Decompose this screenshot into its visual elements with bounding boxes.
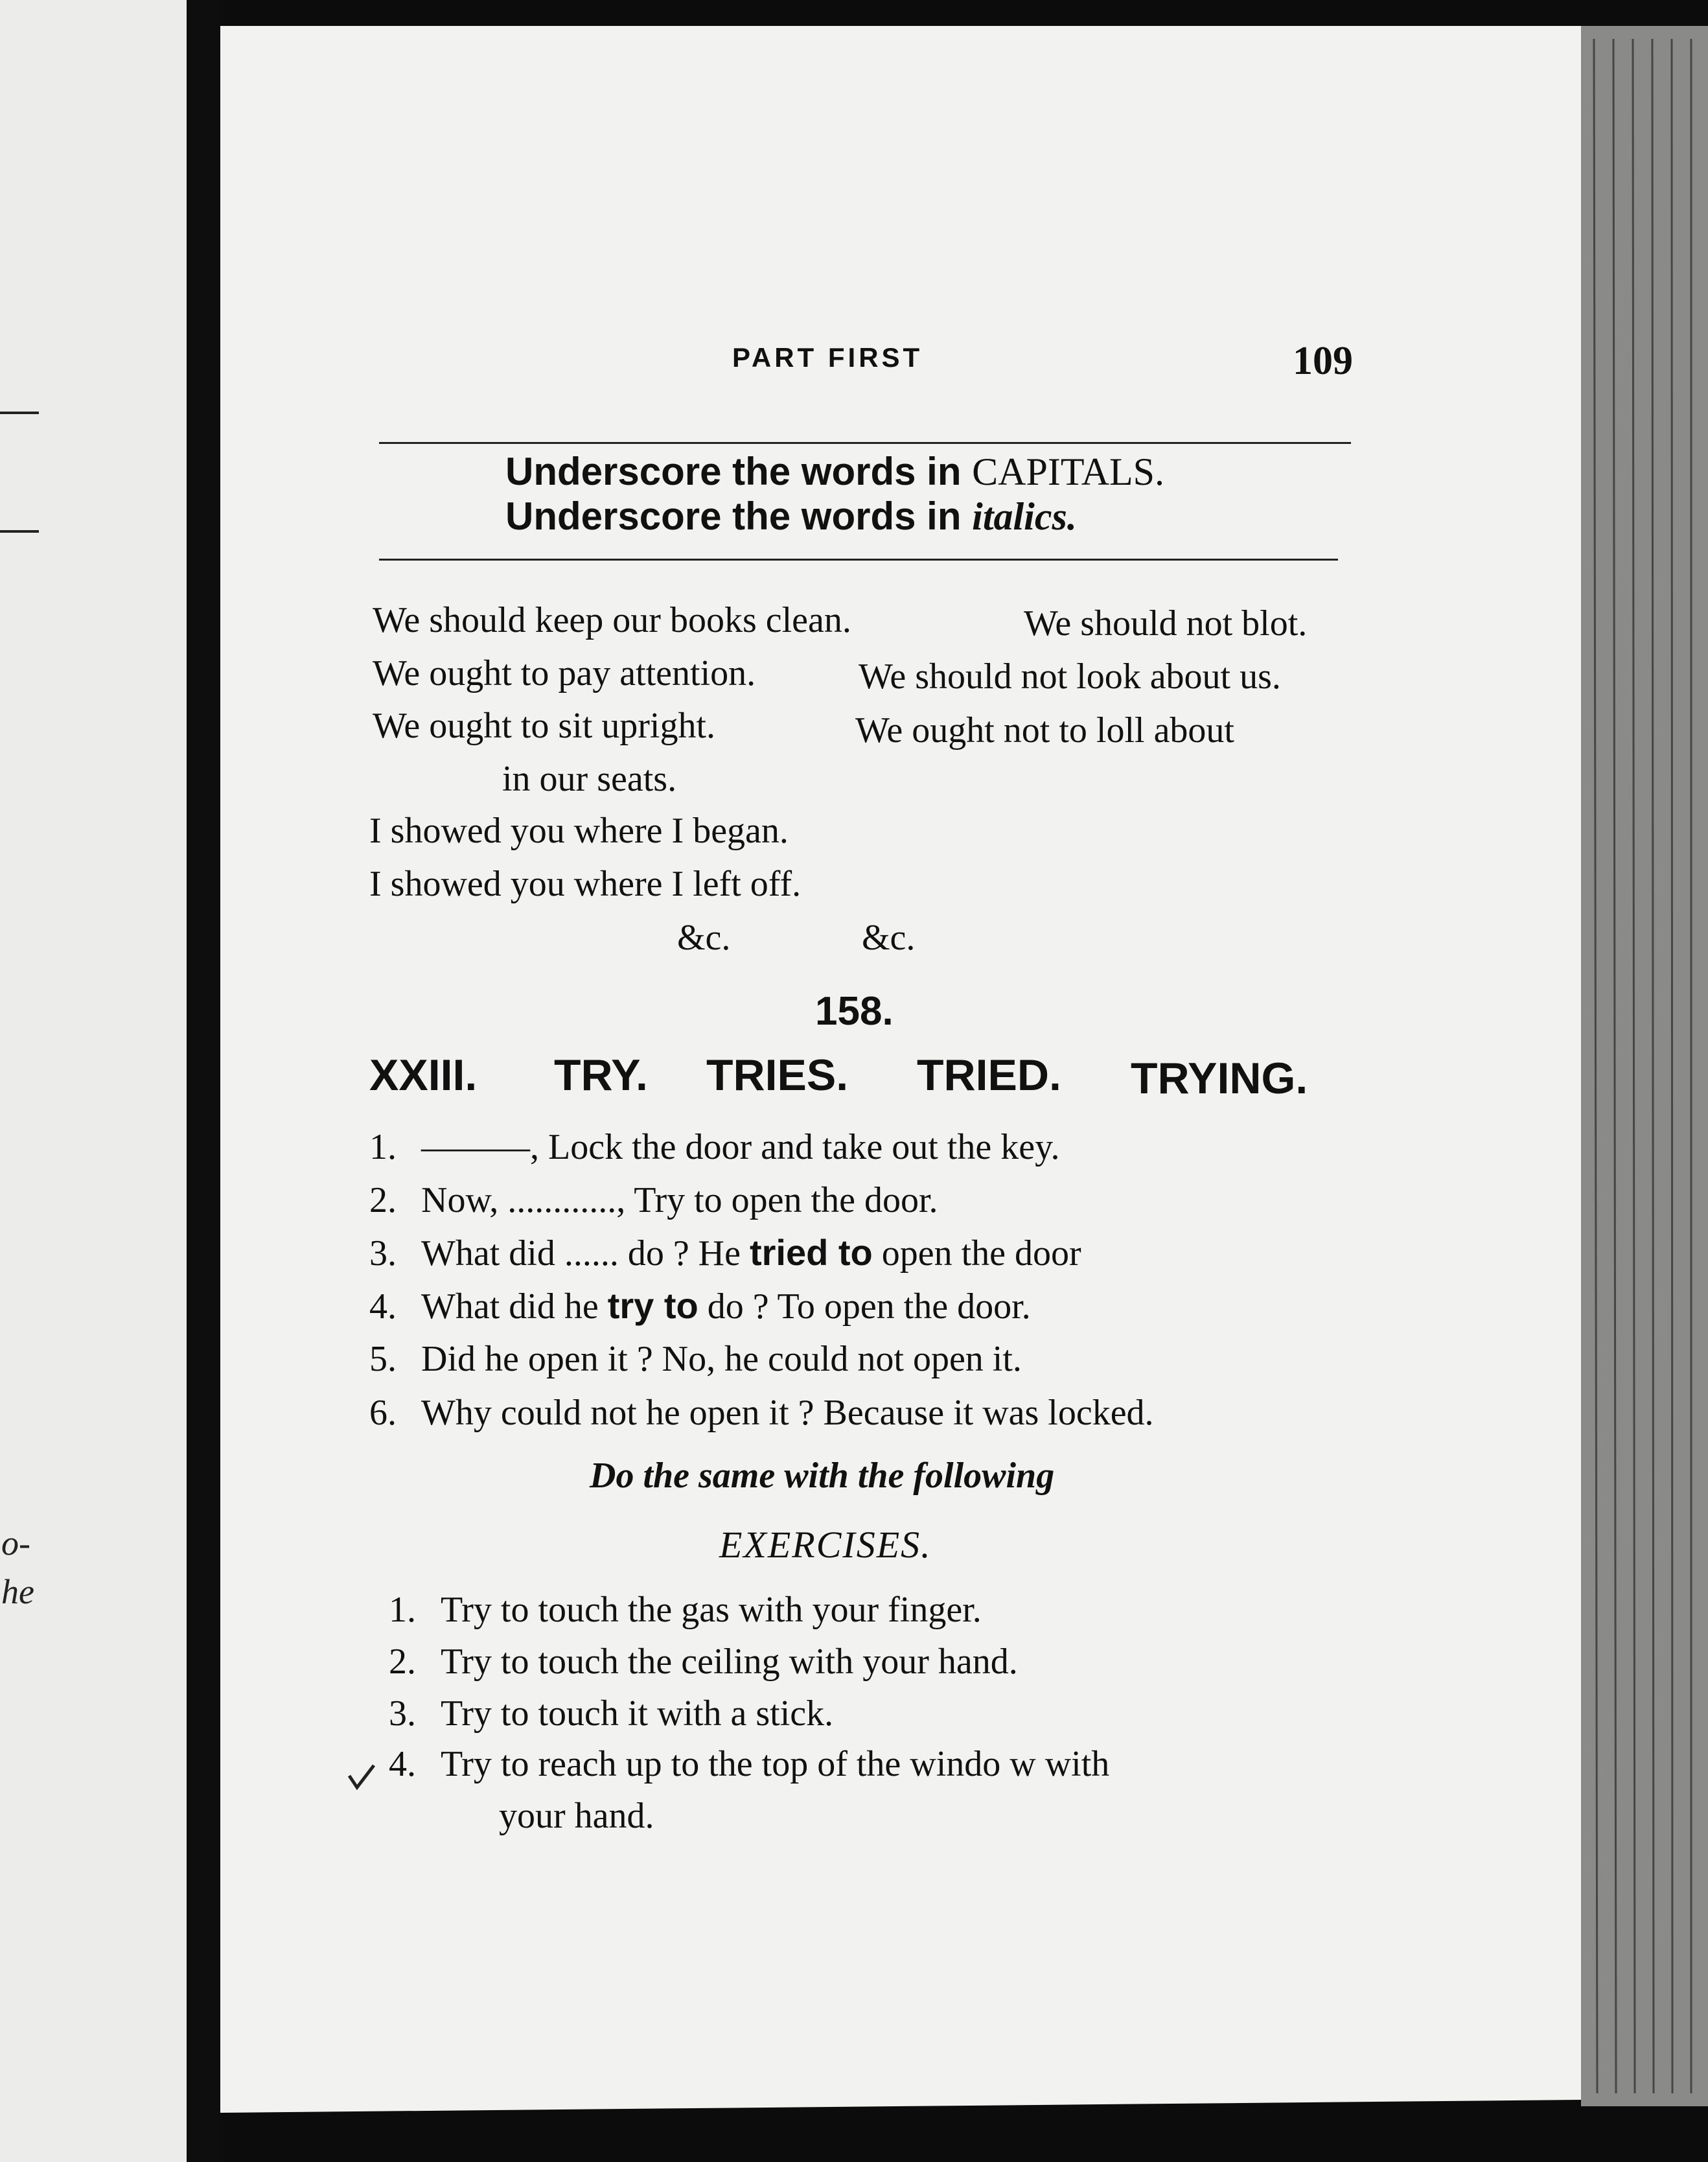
exercise-line [389,1589,982,1631]
instruction-text: Underscore the words in [505,450,973,493]
exercise-line [499,1795,654,1837]
etc-mark: &c. [862,918,916,958]
rule-bottom [379,559,1338,561]
etc-mark: &c. [677,918,731,958]
heading-word: TRIED. [917,1051,1061,1100]
exercise-line [389,1641,1018,1682]
drill-line [369,1338,1022,1380]
drill-number: 1. [369,1127,397,1167]
instruction-italic: italics. [972,495,1077,538]
example-line: We ought to pay attention. [373,653,756,693]
drill-text: What did ...... do ? He [421,1233,750,1273]
exercise-line [389,1693,833,1734]
left-margin-fragment: o- [1,1524,30,1563]
checkmark-icon [347,1761,379,1794]
drill-text: ———, Lock the door and take out the key. [421,1127,1060,1167]
drill-line [369,1126,1059,1168]
running-head: PART FIRST [732,342,923,373]
instruction-caps: CAPITALS. [972,450,1165,493]
heading-word: TRYING. [1131,1054,1308,1103]
example-line: We ought not to loll about [855,710,1234,750]
drill-number: 4. [369,1286,397,1327]
exercise-text: Try to touch it with a stick. [441,1693,834,1734]
exercise-number: 1. [389,1590,416,1630]
drill-text: What did he [421,1286,608,1327]
follow-instruction: Do the same with the following [590,1456,1055,1496]
exercise-number: 2. [389,1642,416,1682]
exercise-text: your hand. [499,1796,654,1836]
drill-line [369,1392,1154,1434]
exercise-text: Try to touch the ceiling with your hand. [441,1642,1018,1682]
drill-text: do ? To open the door. [698,1286,1031,1327]
drill-number: 5. [369,1339,397,1379]
example-line: We should not look about us. [859,657,1281,697]
exercise-number: 4. [389,1744,416,1784]
left-margin-fragment: he [1,1572,34,1611]
example-line: I showed you where I left off. [369,864,802,904]
heading-word: TRY. [554,1051,648,1100]
example-line: in our seats. [502,759,677,799]
instruction-line-2 [505,494,1077,539]
section-number: 158. [815,989,894,1034]
drill-text: Did he open it ? No, he could not open it. [421,1339,1022,1379]
exercise-number: 3. [389,1693,416,1734]
left-page [0,0,188,2162]
exercise-text: Try to reach up to the top of the windo w with [441,1744,1110,1784]
drill-number: 3. [369,1233,397,1273]
drill-line [369,1231,1081,1274]
drill-line [369,1180,938,1221]
instruction-text: Underscore the words in [505,494,973,538]
heading-word: XXIII. [369,1051,478,1100]
instruction-line-1 [505,449,1164,494]
exercises-title: EXERCISES. [719,1524,932,1566]
example-line: We should keep our books clean. [373,600,851,640]
exercise-text: Try to touch the gas with your finger. [441,1590,982,1630]
example-line: We should not blot. [1024,603,1308,644]
drill-keyword: tried to [749,1232,873,1273]
drill-number: 2. [369,1180,397,1220]
exercise-line [389,1743,1109,1785]
drill-line [369,1284,1031,1327]
heading-word: TRIES. [706,1051,849,1100]
drill-text: Why could not he open it ? Because it was locked. [421,1393,1154,1433]
example-line: I showed you where I began. [369,811,789,851]
drill-number: 6. [369,1393,397,1433]
page-number: 109 [1293,339,1353,383]
rule-top [379,442,1351,444]
fore-edge [1581,26,1708,2106]
drill-text: open the door [872,1233,1081,1273]
gutter [187,0,220,2162]
drill-keyword: try to [607,1285,698,1326]
example-line: We ought to sit upright. [373,706,716,746]
drill-text: Now, ............, Try to open the door. [421,1180,938,1220]
